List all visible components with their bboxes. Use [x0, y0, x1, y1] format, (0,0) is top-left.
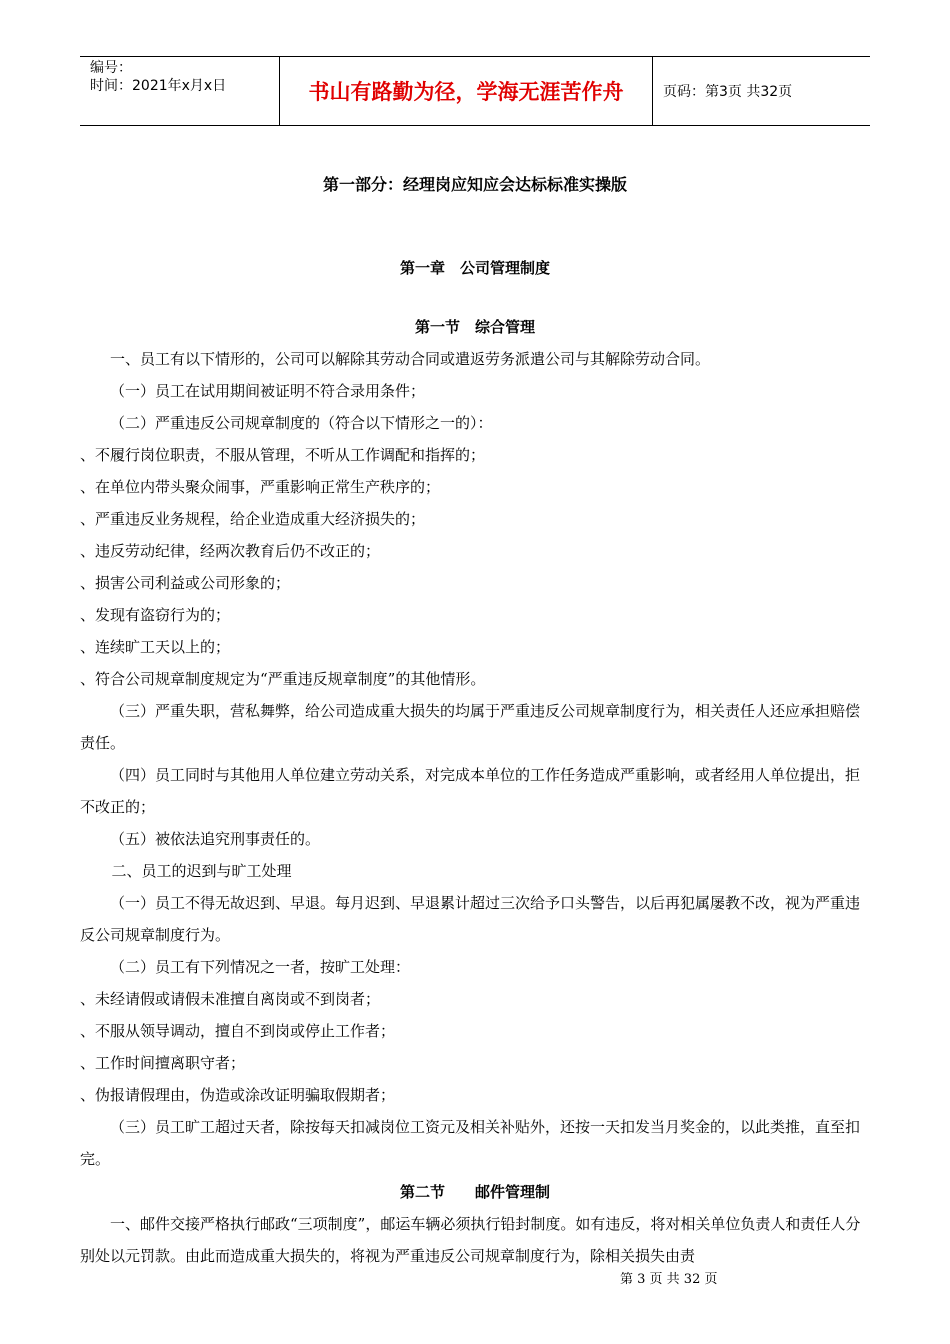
paragraph: （一）员工不得无故迟到、早退。每月迟到、早退累计超过三次给予口头警告，以后再犯属屡教不改，视为严重违反公司规章制度行为。	[80, 894, 861, 944]
paragraph: 、不履行岗位职责，不服从管理，不听从工作调配和指挥的；	[80, 446, 486, 464]
paragraph: 、伪报请假理由，伪造或涂改证明骗取假期者；	[80, 1086, 396, 1104]
paragraph: 、损害公司利益或公司形象的；	[80, 574, 291, 592]
header-motto: 书山有路勤为径，学海无涯苦作舟	[280, 57, 653, 125]
section-title: 第二节 邮件管理制	[399, 1183, 550, 1201]
number-label: 编号：	[90, 60, 132, 76]
paragraph: （二）员工有下列情况之一者，按旷工处理：	[110, 958, 411, 976]
paragraph: 二、员工的迟到与旷工处理	[111, 862, 292, 880]
document-body	[80, 160, 870, 1272]
paragraph: （一）员工在试用期间被证明不符合录用条件；	[110, 382, 426, 400]
chapter-title: 第一章 公司管理制度	[399, 259, 550, 277]
date-label: 时间：2021年x月x日	[90, 78, 227, 94]
paragraph: （三）员工旷工超过天者，除按每天扣减岗位工资元及相关补贴外，还按一天扣发当月奖金的，以此类推，直至扣完。	[80, 1118, 861, 1168]
paragraph: （五）被依法追究刑事责任的。	[110, 830, 321, 848]
paragraph: 、发现有盗窃行为的；	[80, 606, 231, 624]
paragraph: 一、员工有以下情形的，公司可以解除其劳动合同或遣返劳务派遣公司与其解除劳动合同。	[110, 350, 711, 368]
header-page-info: 页码：第3页 共32页	[663, 84, 793, 100]
paragraph: 、严重违反业务规程，给企业造成重大经济损失的；	[80, 510, 426, 528]
paragraph: 、不服从领导调动，擅自不到岗或停止工作者；	[80, 1022, 396, 1040]
paragraph: 、未经请假或请假未准擅自离岗或不到岗者；	[80, 990, 381, 1008]
paragraph: 、工作时间擅离职守者；	[80, 1054, 246, 1072]
section-title: 第一节 综合管理	[414, 318, 535, 336]
paragraph: （三）严重失职，营私舞弊，给公司造成重大损失的均属于严重违反公司规章制度行为，相关责任人还应承担赔偿责任。	[80, 702, 861, 752]
paragraph: （二）严重违反公司规章制度的（符合以下情形之一的）：	[110, 414, 493, 432]
paragraph: 、连续旷工天以上的；	[80, 638, 231, 656]
paragraph: 一、邮件交接严格执行邮政“三项制度”，邮运车辆必须执行铅封制度。如有违反，将对相关单位负责人和责任人分别处以元罚款。由此而造成重大损失的，将视为严重违反公司规章制度行为，除相关损失由责	[80, 1215, 861, 1265]
paragraph: 、在单位内带头聚众闹事，严重影响正常生产秩序的；	[80, 478, 441, 496]
paragraph: （四）员工同时与其他用人单位建立劳动关系，对完成本单位的工作任务造成严重影响，或者经用人单位提出，拒不改正的；	[80, 766, 861, 816]
page-footer: 第 3 页 共 32 页	[620, 1272, 718, 1287]
header-meta	[80, 57, 280, 125]
part-title: 第一部分：经理岗应知应会达标标准实操版	[322, 175, 627, 194]
paragraph: 、符合公司规章制度规定为“严重违反规章制度”的其他情形。	[80, 670, 486, 688]
paragraph: 、违反劳动纪律，经两次教育后仍不改正的；	[80, 542, 381, 560]
document-header	[80, 56, 870, 126]
